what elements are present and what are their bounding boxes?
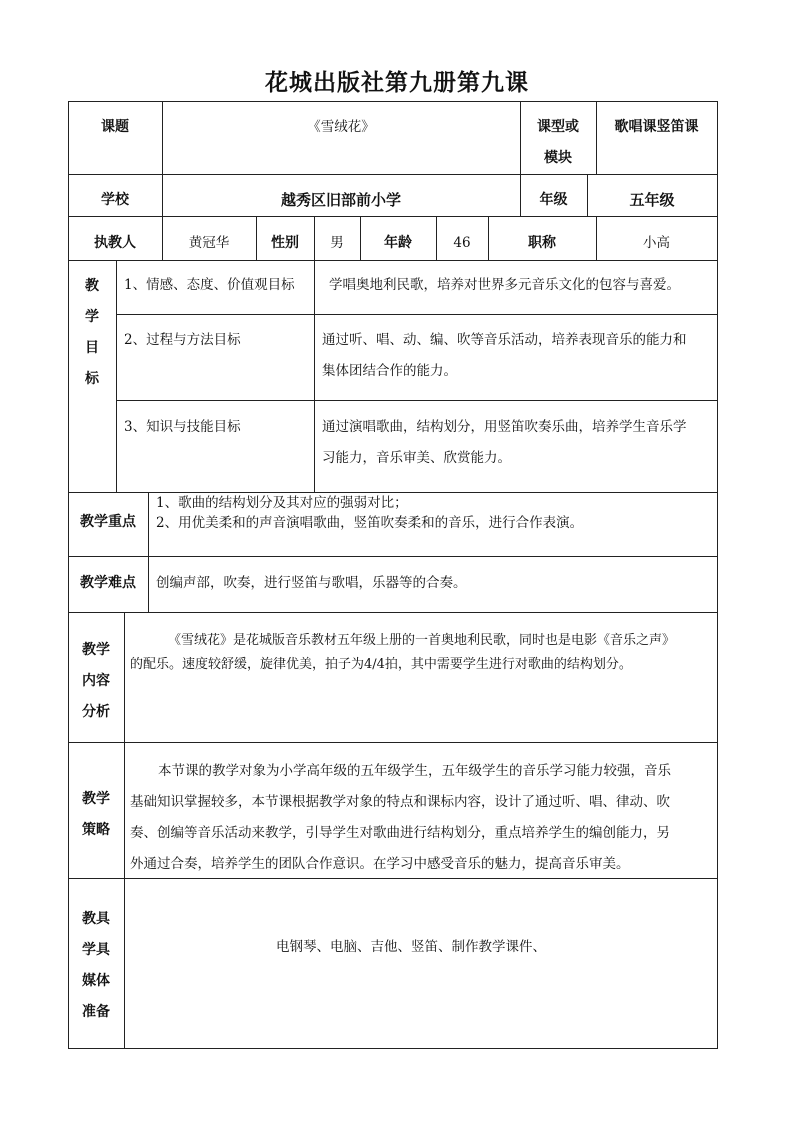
- age-label: 年龄: [384, 235, 412, 251]
- teacher-label: 执教人: [94, 235, 136, 251]
- row-divider: [116, 400, 718, 401]
- table-border-right: [717, 101, 718, 1049]
- key-point-2: 2、用优美柔和的声音演唱歌曲，竖笛吹奏柔和的音乐，进行合作表演。: [156, 515, 584, 531]
- goal-3-text: 通过演唱歌曲，结构划分，用竖笛吹奏乐曲，培养学生音乐学: [322, 419, 687, 435]
- row-divider: [68, 216, 718, 217]
- content-line-1: 《雪绒花》是花城版音乐教材五年级上册的一首奥地利民歌，同时也是电影《音乐之声》: [168, 633, 676, 648]
- gender-value: 男: [330, 235, 344, 251]
- course-type-value: 歌唱课竖笛课: [614, 119, 699, 135]
- key-point-1: 1、歌曲的结构划分及其对应的强弱对比；: [156, 495, 408, 511]
- table-border-top: [68, 101, 718, 102]
- age-value: 46: [453, 235, 471, 251]
- course-type-label: 课型或: [537, 119, 579, 135]
- school-label: 学校: [101, 192, 129, 208]
- goal-3-text-2: 习能力，音乐审美、欣赏能力。: [322, 450, 511, 466]
- goal-2-name: 2、过程与方法目标: [124, 332, 241, 348]
- col-divider: [314, 260, 315, 492]
- row-divider: [68, 174, 718, 175]
- strategy-line-3: 奏、创编等音乐活动来教学，引导学生对歌曲进行结构划分，重点培养学生的编创能力，另: [130, 825, 670, 841]
- goal-2-text: 通过听、唱、动、编、吹等音乐活动，培养表现音乐的能力和: [322, 332, 687, 348]
- grade-value: 五年级: [629, 191, 675, 209]
- document-title: 花城出版社第九册第九课: [265, 69, 529, 96]
- title-value: 小高: [643, 235, 670, 251]
- row-divider: [116, 314, 718, 315]
- content-analysis-label: 教学 内容 分析: [82, 642, 110, 720]
- goal-1-name: 1、情感、态度、价值观目标: [124, 277, 295, 293]
- table-border-bottom: [68, 1048, 718, 1049]
- difficulties-text: 创编声部，吹奏，进行竖笛与歌唱，乐器等的合奏。: [156, 575, 467, 591]
- content-line-2: 的配乐。速度较舒缓，旋律优美，拍子为4/4拍，其中需要学生进行对歌曲的结构划分。: [130, 657, 632, 672]
- grade-label: 年级: [539, 192, 568, 208]
- strategy-line-1: 本节课的教学对象为小学高年级的五年级学生，五年级学生的音乐学习能力较强，音乐: [158, 763, 671, 779]
- title-label: 职称: [528, 235, 556, 251]
- col-divider: [116, 260, 117, 492]
- gender-label: 性别: [271, 235, 299, 251]
- difficulties-label: 教学难点: [80, 575, 136, 591]
- row-divider: [68, 556, 718, 557]
- course-type-label-2: 模块: [544, 150, 572, 166]
- row-divider: [68, 260, 718, 261]
- goals-label: 教 学 目 标: [85, 278, 99, 387]
- teacher-value: 黄冠华: [188, 235, 230, 251]
- col-divider: [124, 612, 125, 1048]
- row-divider: [68, 742, 718, 743]
- topic-value: 《雪绒花》: [307, 119, 375, 135]
- goal-1-text: 学唱奥地利民歌，培养对世界多元音乐文化的包容与喜爱。: [329, 277, 680, 293]
- col-divider: [148, 492, 149, 612]
- row-divider: [68, 612, 718, 613]
- topic-label: 课题: [101, 119, 129, 135]
- strategy-line-4: 外通过合奏，培养学生的团队合作意识。在学习中感受音乐的魅力，提高音乐审美。: [130, 856, 630, 872]
- materials-text: 电钢琴、电脑、吉他、竖笛、制作教学课件、: [276, 939, 546, 955]
- goal-3-name: 3、知识与技能目标: [124, 419, 241, 435]
- school-value: 越秀区旧部前小学: [280, 191, 401, 209]
- strategy-line-2: 基础知识掌握较多，本节课根据教学对象的特点和课标内容，设计了通过听、唱、律动、吹: [130, 794, 670, 810]
- key-points-label: 教学重点: [80, 514, 136, 530]
- goal-2-text-2: 集体团结合作的能力。: [322, 363, 457, 379]
- materials-label: 教具 学具 媒体 准备: [82, 911, 110, 1020]
- strategy-label: 教学 策略: [82, 791, 110, 838]
